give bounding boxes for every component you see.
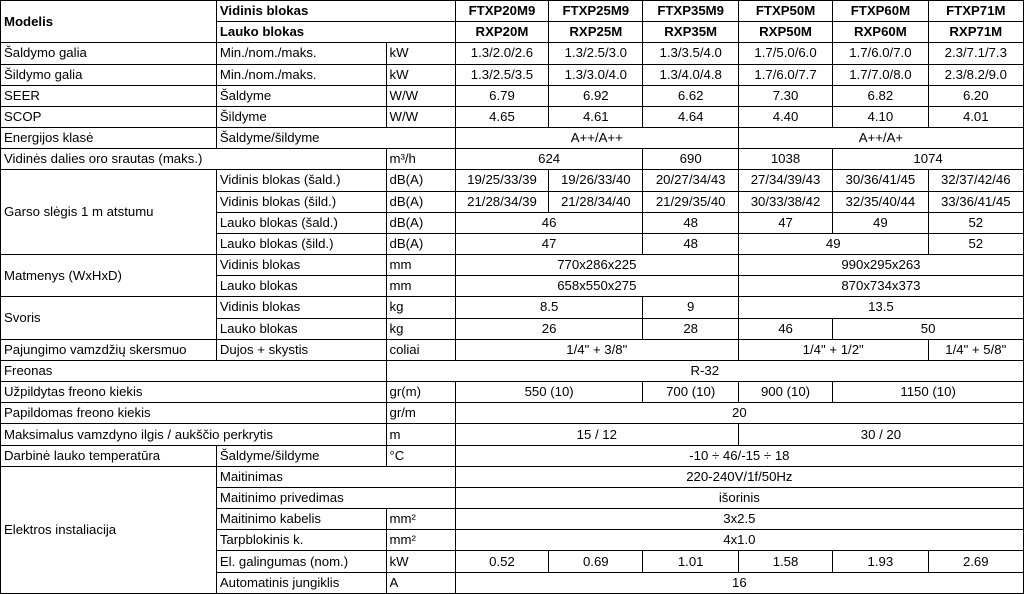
value-cell: 19/25/33/39: [455, 170, 548, 191]
row-label: Darbinė lauko temperatūra: [1, 445, 217, 466]
row-unit: mm²: [386, 509, 455, 530]
indoor-model: FTXP50M: [738, 1, 832, 22]
row-unit: m: [386, 424, 455, 445]
row-unit: W/W: [386, 85, 455, 106]
value-cell: 1.3/2.5/3.5: [455, 64, 548, 85]
value-cell: 4.40: [738, 106, 832, 127]
value-cell: 6.20: [928, 85, 1023, 106]
row-sublabel: Vidinis blokas: [216, 255, 386, 276]
indoor-model: FTXP60M: [833, 1, 928, 22]
value-cell: 47: [455, 233, 643, 254]
value-cell: 2.69: [928, 551, 1023, 572]
indoor-model: FTXP20M9: [455, 1, 548, 22]
row-label: SEER: [1, 85, 217, 106]
value-cell: 20: [455, 403, 1023, 424]
row-sublabel: Lauko blokas: [216, 318, 386, 339]
row-label: Užpildytas freono kiekis: [1, 382, 387, 403]
value-cell: 6.62: [643, 85, 738, 106]
row-label: Vidinės dalies oro srautas (maks.): [1, 149, 387, 170]
value-cell: 49: [833, 212, 928, 233]
value-cell: 30/36/41/45: [833, 170, 928, 191]
value-cell: 19/26/33/40: [549, 170, 643, 191]
value-cell: 16: [455, 572, 1023, 593]
row-unit: °C: [386, 445, 455, 466]
value-cell: 6.79: [455, 85, 548, 106]
row-label: Energijos klasė: [1, 128, 217, 149]
value-cell: 47: [738, 212, 832, 233]
value-cell: 1.7/5.0/6.0: [738, 43, 832, 64]
value-cell: 7.30: [738, 85, 832, 106]
row-sublabel: Maitinimo privedimas: [216, 487, 455, 508]
row-sublabel: Automatinis jungiklis: [216, 572, 386, 593]
value-cell: 1150 (10): [833, 382, 1024, 403]
row-sublabel: Vidinis blokas (šald.): [216, 170, 386, 191]
row-unit: coliai: [386, 339, 455, 360]
indoor-unit-label: Vidinis blokas: [216, 1, 455, 22]
row-sublabel: Min./nom./maks.: [216, 64, 386, 85]
row-sublabel: Maitinimo kabelis: [216, 509, 386, 530]
value-cell: 1/4" + 5/8": [928, 339, 1023, 360]
outdoor-model: RXP71M: [928, 22, 1023, 43]
value-cell: 28: [643, 318, 738, 339]
outdoor-model: RXP20M: [455, 22, 548, 43]
value-cell: 900 (10): [738, 382, 832, 403]
row-sublabel: Vidinis blokas: [216, 297, 386, 318]
row-power-supply: [1, 466, 1024, 487]
row-max-pipe-length: [1, 424, 1024, 445]
value-cell: 48: [643, 233, 738, 254]
row-sublabel: El. galingumas (nom.): [216, 551, 386, 572]
row-unit: gr/m: [386, 403, 455, 424]
outdoor-model: RXP35M: [643, 22, 738, 43]
row-label: SCOP: [1, 106, 217, 127]
value-cell: -10 ÷ 46/-15 ÷ 18: [455, 445, 1023, 466]
row-label: Maksimalus vamzdyno ilgis / aukščio perkrytis: [1, 424, 387, 445]
value-cell: 46: [455, 212, 643, 233]
value-cell: 30 / 20: [738, 424, 1023, 445]
row-dimensions-indoor: [1, 255, 1024, 276]
row-cooling-capacity: [1, 43, 1024, 64]
row-sublabel: Šaldyme/šildyme: [216, 445, 386, 466]
row-label: Šaldymo galia: [1, 43, 217, 64]
row-label: Papildomas freono kiekis: [1, 403, 387, 424]
row-piping-diameter: [1, 339, 1024, 360]
row-sublabel: Šaldyme: [216, 85, 386, 106]
row-unit: mm²: [386, 530, 455, 551]
value-cell: 2.3/8.2/9.0: [928, 64, 1023, 85]
row-refrigerant: [1, 360, 1024, 381]
value-cell: 50: [833, 318, 1024, 339]
value-cell: 49: [738, 233, 928, 254]
row-unit: dB(A): [386, 212, 455, 233]
row-unit: kg: [386, 297, 455, 318]
value-cell: 21/29/35/40: [643, 191, 738, 212]
value-cell: 46: [738, 318, 832, 339]
row-unit: mm: [386, 255, 455, 276]
row-unit: m³/h: [386, 149, 455, 170]
value-cell: 0.69: [549, 551, 643, 572]
value-cell: 4.65: [455, 106, 548, 127]
value-cell: 0.52: [455, 551, 548, 572]
value-cell: 690: [643, 149, 738, 170]
row-unit: kg: [386, 318, 455, 339]
row-sublabel: Šaldyme/šildyme: [216, 128, 455, 149]
value-cell: 1.7/6.0/7.7: [738, 64, 832, 85]
row-unit: kW: [386, 43, 455, 64]
value-cell: 550 (10): [455, 382, 643, 403]
value-cell: 1.7/6.0/7.0: [833, 43, 928, 64]
indoor-model: FTXP25M9: [549, 1, 643, 22]
row-sublabel: Dujos + skystis: [216, 339, 386, 360]
row-sublabel: Vidinis blokas (šild.): [216, 191, 386, 212]
value-cell: 6.82: [833, 85, 928, 106]
value-cell: 27/34/39/43: [738, 170, 832, 191]
row-scop: [1, 106, 1024, 127]
value-cell: 1074: [833, 149, 1024, 170]
row-unit: dB(A): [386, 170, 455, 191]
value-cell: 13.5: [738, 297, 1023, 318]
value-cell: išorinis: [455, 487, 1023, 508]
value-cell: 30/33/38/42: [738, 191, 832, 212]
row-label: Garso slėgis 1 m atstumu: [1, 170, 217, 255]
value-cell: 1038: [738, 149, 832, 170]
value-cell: 870x734x373: [738, 276, 1023, 297]
model-label: Modelis: [1, 1, 217, 43]
value-cell: 4.01: [928, 106, 1023, 127]
value-cell: 48: [643, 212, 738, 233]
row-sublabel: Lauko blokas (šald.): [216, 212, 386, 233]
value-cell: 1/4" + 1/2": [738, 339, 928, 360]
row-sublabel: Lauko blokas: [216, 276, 386, 297]
value-cell: 6.92: [549, 85, 643, 106]
value-cell: 220-240V/1f/50Hz: [455, 466, 1023, 487]
row-label: Pajungimo vamzdžių skersmuo: [1, 339, 217, 360]
outdoor-model: RXP50M: [738, 22, 832, 43]
value-cell: 1.3/3.5/4.0: [643, 43, 738, 64]
header-row-indoor: [1, 1, 1024, 22]
indoor-model: FTXP71M: [928, 1, 1023, 22]
value-cell: 9: [643, 297, 738, 318]
value-cell: 4.64: [643, 106, 738, 127]
value-cell: 4.10: [833, 106, 928, 127]
row-outdoor-temp: [1, 445, 1024, 466]
value-cell: 624: [455, 149, 643, 170]
value-cell: 21/28/34/40: [549, 191, 643, 212]
value-cell: 52: [928, 233, 1023, 254]
row-unit: kW: [386, 64, 455, 85]
row-refrigerant-charge: [1, 382, 1024, 403]
value-cell: 4.61: [549, 106, 643, 127]
value-cell: 1.58: [738, 551, 832, 572]
value-cell: 3x2.5: [455, 509, 1023, 530]
row-heating-capacity: [1, 64, 1024, 85]
row-sublabel: Min./nom./maks.: [216, 43, 386, 64]
row-unit: W/W: [386, 106, 455, 127]
row-weight-indoor: [1, 297, 1024, 318]
value-cell: 1.3/2.0/2.6: [455, 43, 548, 64]
indoor-model: FTXP35M9: [643, 1, 738, 22]
value-cell: R-32: [386, 360, 1024, 381]
value-cell: 20/27/34/43: [643, 170, 738, 191]
row-sublabel: Šildyme: [216, 106, 386, 127]
row-unit: A: [386, 572, 455, 593]
value-cell: 4x1.0: [455, 530, 1023, 551]
row-sublabel: Tarpblokinis k.: [216, 530, 386, 551]
value-cell: 1.3/4.0/4.8: [643, 64, 738, 85]
value-cell: 1.3/2.5/3.0: [549, 43, 643, 64]
value-cell: 1.93: [833, 551, 928, 572]
row-label: Šildymo galia: [1, 64, 217, 85]
row-energy-class: [1, 128, 1024, 149]
value-cell: 26: [455, 318, 643, 339]
value-cell: 1.01: [643, 551, 738, 572]
value-cell: 1/4" + 3/8": [455, 339, 738, 360]
row-sublabel: Lauko blokas (šild.): [216, 233, 386, 254]
row-airflow: [1, 149, 1024, 170]
value-cell: 32/37/42/46: [928, 170, 1023, 191]
row-sound-indoor-cool: [1, 170, 1024, 191]
outdoor-unit-label: Lauko blokas: [216, 22, 455, 43]
row-unit: kW: [386, 551, 455, 572]
value-cell: 658x550x275: [455, 276, 738, 297]
row-label: Svoris: [1, 297, 217, 339]
row-label: Freonas: [1, 360, 387, 381]
row-label: Elektros instaliacija: [1, 466, 217, 593]
row-sublabel: Maitinimas: [216, 466, 455, 487]
row-extra-refrigerant: [1, 403, 1024, 424]
value-cell: 1.3/3.0/4.0: [549, 64, 643, 85]
row-unit: gr(m): [386, 382, 455, 403]
row-unit: mm: [386, 276, 455, 297]
outdoor-model: RXP60M: [833, 22, 928, 43]
row-label: Matmenys (WxHxD): [1, 255, 217, 297]
value-cell: A++/A+: [738, 128, 1023, 149]
row-seer: [1, 85, 1024, 106]
value-cell: 2.3/7.1/7.3: [928, 43, 1023, 64]
value-cell: 990x295x263: [738, 255, 1023, 276]
row-unit: dB(A): [386, 191, 455, 212]
outdoor-model: RXP25M: [549, 22, 643, 43]
value-cell: 21/28/34/39: [455, 191, 548, 212]
value-cell: 700 (10): [643, 382, 738, 403]
value-cell: 770x286x225: [455, 255, 738, 276]
value-cell: 33/36/41/45: [928, 191, 1023, 212]
value-cell: 15 / 12: [455, 424, 738, 445]
value-cell: 32/35/40/44: [833, 191, 928, 212]
row-unit: dB(A): [386, 233, 455, 254]
value-cell: 8.5: [455, 297, 643, 318]
value-cell: 1.7/7.0/8.0: [833, 64, 928, 85]
value-cell: 52: [928, 212, 1023, 233]
value-cell: A++/A++: [455, 128, 738, 149]
